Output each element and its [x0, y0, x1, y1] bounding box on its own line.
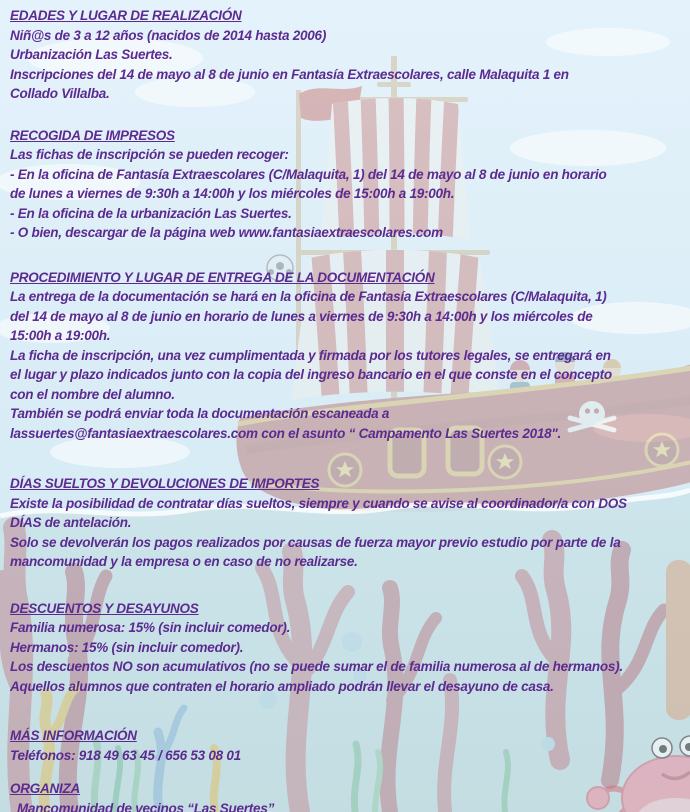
- section-title: DESCUENTOS Y DESAYUNOS: [10, 600, 199, 616]
- section-line: También se podrá enviar toda la documentación escaneada a: [10, 406, 390, 421]
- section-procedimiento: [10, 268, 686, 444]
- section-organiza: [10, 779, 686, 812]
- section-title: EDADES Y LUGAR DE REALIZACIÓN: [10, 8, 242, 23]
- section-title: PROCEDIMIENTO Y LUGAR DE ENTREGA DE LA DOCUMENTACIÓN: [10, 269, 435, 285]
- section-line: del 14 de mayo al 8 de junio en horario de lunes a viernes de 9:30h a 14:00h y los miércoles de: [10, 308, 593, 324]
- section-title: DÍAS SUELTOS Y DEVOLUCIONES DE IMPORTES: [10, 476, 320, 491]
- section-line: - En la oficina de Fantasía Extraescolares (C/Malaquita, 1) del 14 de mayo al 8 de junio en horario: [10, 166, 607, 182]
- section-line: DÍAS de antelación.: [10, 515, 132, 530]
- section-dias-sueltos: [10, 474, 686, 572]
- section-title: RECOGIDA DE IMPRESOS: [10, 127, 175, 143]
- section-line: Los descuentos NO son acumulativos (no se puede sumar el de familia numerosa al de hermanos).: [10, 659, 623, 674]
- section-title: ORGANIZA: [10, 781, 80, 796]
- section-line: Teléfonos: 918 49 63 45 / 656 53 08 01: [10, 747, 241, 763]
- section-line: Collado Villalba.: [10, 86, 110, 101]
- section-line: Urbanización Las Suertes.: [10, 47, 173, 62]
- section-descuentos: [10, 599, 686, 697]
- section-recogida: [10, 126, 686, 243]
- section-line: de lunes a viernes de 9:30h a 14:00h y los miércoles de 15:00h a 19:00h.: [10, 186, 455, 201]
- section-line: 15:00h a 19:00h.: [10, 328, 111, 343]
- section-line: - O bien, descargar de la página web www.fantasiaextraescolares.com: [10, 225, 443, 240]
- section-line: Las fichas de inscripción se pueden recoger:: [10, 147, 289, 162]
- section-line: Mancomunidad de vecinos “Las Suertes”: [17, 800, 275, 812]
- section-line: Existe la posibilidad de contratar días sueltos, siempre y cuando se avise al coordinador/a con DOS: [10, 495, 627, 511]
- section-line: mancomunidad y la empresa o en caso de no realizarse.: [10, 554, 358, 569]
- section-line: lassuertes@fantasiaextraescolares.com con el asunto “ Campamento Las Suertes 2018".: [10, 425, 562, 441]
- section-line: Solo se devolverán los pagos realizados por causas de fuerza mayor previo estudio por parte de la: [10, 534, 621, 550]
- section-line: - En la oficina de la urbanización Las Suertes.: [10, 205, 292, 221]
- section-edades: [10, 6, 686, 104]
- section-line: Hermanos: 15% (sin incluir comedor).: [10, 639, 244, 655]
- section-line: La ficha de inscripción, una vez cumplimentada y firmada por los tutores legales, se entregará en: [10, 347, 611, 363]
- section-line: La entrega de la documentación se hará en la oficina de Fantasía Extraescolares (C/Malaquita, 1): [10, 289, 607, 304]
- section-line: Niñ@s de 3 a 12 años (nacidos de 2014 hasta 2006): [10, 27, 327, 43]
- section-line: el lugar y plazo indicados junto con la copia del ingreso bancario en el que conste en el concepto: [10, 367, 612, 382]
- section-title: MÁS INFORMACIÓN: [10, 728, 137, 743]
- section-mas-informacion: [10, 726, 686, 765]
- section-line: Aquellos alumnos que contraten el horario ampliado podrán llevar el desayuno de casa.: [10, 678, 554, 694]
- section-line: Familia numerosa: 15% (sin incluir comedor).: [10, 620, 291, 635]
- section-line: Inscripciones del 14 de mayo al 8 de junio en Fantasía Extraescolares, calle Malaquita 1 en: [10, 66, 569, 82]
- section-line: con el nombre del alumno.: [10, 386, 175, 402]
